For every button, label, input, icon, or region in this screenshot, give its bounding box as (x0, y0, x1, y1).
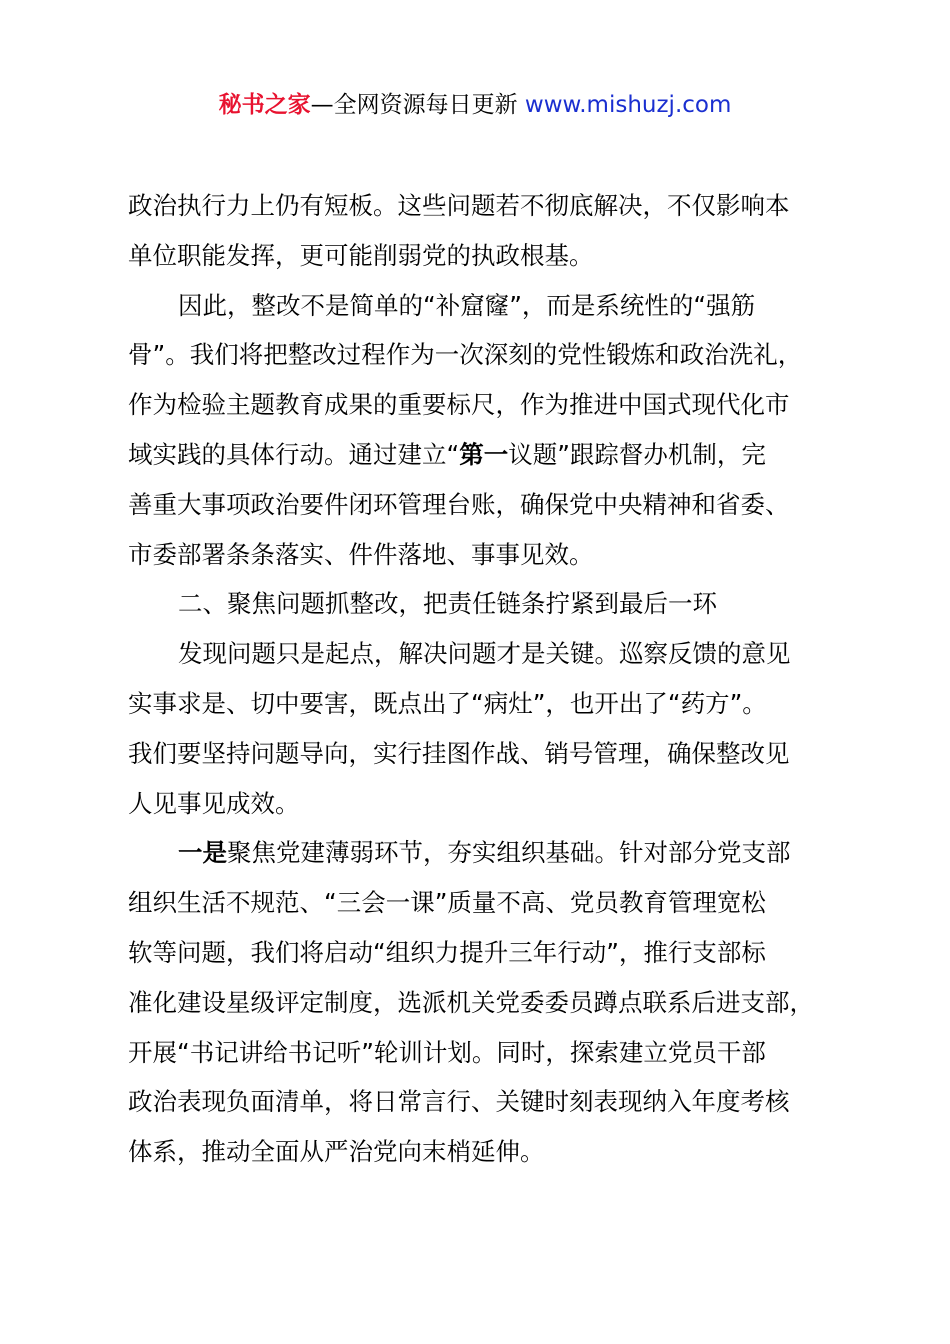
brand-name: 秘书之家 (218, 92, 311, 118)
text-line: 政治表现负面清单，将日常言行、关键时刻表现纳入年度考核 (128, 1087, 790, 1117)
section-heading: 二、聚焦问题抓整改，把责任链条拧紧到最后一环 (178, 589, 717, 619)
text-line: 人见事见成效。 (128, 788, 300, 818)
paragraph-start-line: 发现问题只是起点，解决问题才是关键。巡察反馈的意见 (178, 639, 791, 669)
text-line: 准化建设星级评定制度，选派机关党委委员蹲点联系后进支部， (128, 987, 814, 1017)
text-line: 单位职能发挥，更可能削弱党的执政根基。 (128, 240, 594, 270)
bold-term: 第一 (459, 439, 509, 469)
text-run: 议题”跟踪督办机制，完 (508, 439, 766, 469)
paragraph-start-line: 因此，整改不是简单的“补窟窿”，而是系统性的“强筋 (178, 290, 756, 320)
bold-term: 一是 (178, 838, 227, 868)
text-line: 开展“书记讲给书记听”轮训计划。同时，探索建立党员干部 (128, 1037, 766, 1067)
site-header (0, 88, 950, 122)
text-line (128, 430, 840, 480)
text-line: 软等问题，我们将启动“组织力提升三年行动”，推行支部标 (128, 937, 766, 967)
paragraph-start-line (128, 828, 840, 878)
text-run: 域实践的具体行动。通过建立“ (128, 439, 460, 469)
text-line: 政治执行力上仍有短板。这些问题若不彻底解决，不仅影响本 (128, 191, 790, 220)
text-line: 组织生活不规范、“三会一课”质量不高、党员教育管理宽松 (128, 888, 766, 918)
header-tagline: —全网资源每日更新 (310, 92, 525, 118)
document-body (128, 181, 840, 1177)
site-url[interactable]: www.mishuzj.com (524, 92, 732, 118)
text-line: 善重大事项政治要件闭环管理台账，确保党中央精神和省委、 (128, 489, 790, 519)
text-line: 作为检验主题教育成果的重要标尺，作为推进中国式现代化市 (128, 390, 790, 420)
text-line: 实事求是、切中要害，既点出了“病灶”，也开出了“药方”。 (128, 688, 767, 718)
text-run: 聚焦党建薄弱环节，夯实组织基础。针对部分党支部 (227, 838, 791, 868)
text-line: 市委部署条条落实、件件落地、事事见效。 (128, 539, 594, 569)
text-line: 体系，推动全面从严治党向末梢延伸。 (128, 1137, 545, 1167)
text-line: 骨”。我们将把整改过程作为一次深刻的党性锻炼和政治洗礼， (128, 340, 803, 370)
text-line: 我们要坚持问题导向，实行挂图作战、销号管理，确保整改见 (128, 738, 790, 768)
